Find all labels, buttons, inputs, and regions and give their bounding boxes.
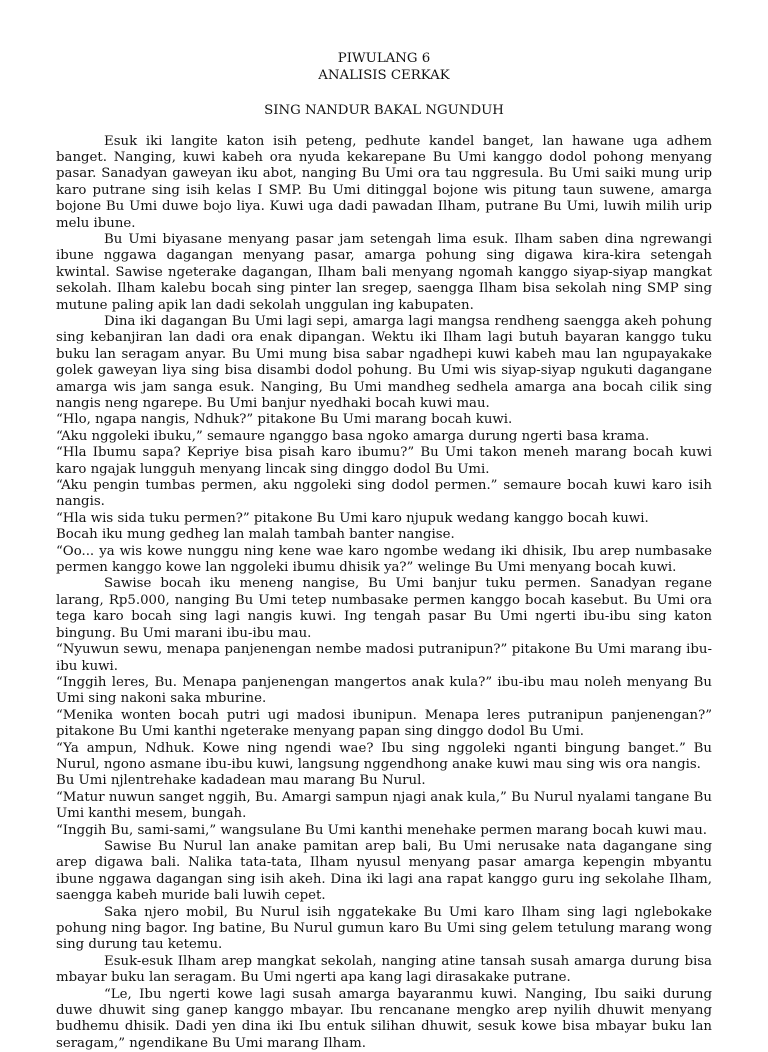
story-paragraph: “Aku nggoleki ibuku,” semaure nganggo basa ngoko amarga durung ngerti basa krama. — [56, 429, 712, 445]
story-paragraph: “Le, Ibu ngerti kowe lagi susah amarga bayaranmu kuwi. Nanging, Ibu saiki durung duwe dhuwit sing ganep kanggo mbayar. Ibu rencanane mengko arep nyilih dhuwit menyang budhemu dhisik. Dadi yen dina iki Ibu entuk silihan dhuwit, sesuk kowe bisa mbayar buku lan seragam,” ngendikane Bu Umi marang Ilham. — [56, 987, 712, 1052]
story-paragraph: “Hla Ibumu sapa? Kepriye bisa pisah karo ibumu?” Bu Umi takon meneh marang bocah kuwi karo ngajak lungguh menyang lincak sing dinggo dodol Bu Umi. — [56, 445, 712, 478]
story-paragraph: “Aku pengin tumbas permen, aku nggoleki sing dodol permen.” semaure bocah kuwi karo isih nangis. — [56, 478, 712, 511]
story-paragraph: Esuk iki langite katon isih peteng, pedhute kandel banget, lan hawane uga adhem banget. Nanging, kuwi kabeh ora nyuda kekarepane Bu Umi kanggo dodol pohong menyang pasar. Sanadyan gaweyan iku abot, nanging Bu Umi ora tau nggresula. Bu Umi saiki mung urip karo putrane sing isih kelas I SMP. Bu Umi ditinggal bojone wis pitung taun suwene, amarga bojone Bu Umi duwe bojo liya. Kuwi uga dadi pawadan Ilham, putrane Bu Umi, luwih milih urip melu ibune. — [56, 134, 712, 232]
story-paragraph: “Ya ampun, Ndhuk. Kowe ning ngendi wae? Ibu sing nggoleki nganti bingung banget.” Bu Nurul, ngono asmane ibu-ibu kuwi, langsung nggendhong anake kuwi mau sing wis ora nangis. — [56, 741, 712, 774]
story-paragraph: Esuk-esuk Ilham arep mangkat sekolah, nanging atine tansah susah amarga durung bisa mbayar buku lan seragam. Bu Umi ngerti apa kang lagi dirasakake putrane. — [56, 954, 712, 987]
story-paragraph: Saka njero mobil, Bu Nurul isih nggatekake Bu Umi karo Ilham sing lagi nglebokake pohung ning bagor. Ing batine, Bu Nurul gumun karo Bu Umi sing gelem tetulung marang wong sing durung tau ketemu. — [56, 905, 712, 954]
story-title: SING NANDUR BAKAL NGUNDUH — [56, 103, 712, 120]
story-paragraph: “Inggih leres, Bu. Menapa panjenengan mangertos anak kula?” ibu-ibu mau noleh menyang Bu Umi sing nakoni saka mburine. — [56, 675, 712, 708]
story-paragraph: “Menika wonten bocah putri ugi madosi ibunipun. Menapa leres putranipun panjenengan?” pitakone Bu Umi kanthi ngeterake menyang papan sing dinggo dodol Bu Umi. — [56, 708, 712, 741]
story-paragraph: “Matur nuwun sanget nggih, Bu. Amargi sampun njagi anak kula,” Bu Nurul nyalami tangane Bu Umi kanthi mesem, bungah. — [56, 790, 712, 823]
story-paragraph: Sawise bocah iku meneng nangise, Bu Umi banjur tuku permen. Sanadyan regane larang, Rp5.000, nanging Bu Umi tetep numbasake permen kanggo bocah kasebut. Bu Umi ora tega karo bocah sing lagi nangis kuwi. Ing tengah pasar Bu Umi ngerti ibu-ibu sing katon bingung. Bu Umi marani ibu-ibu mau. — [56, 576, 712, 642]
story-body — [56, 134, 712, 1052]
story-paragraph: “Nyuwun sewu, menapa panjenengan nembe madosi putranipun?” pitakone Bu Umi marang ibu-ibu kuwi. — [56, 642, 712, 675]
story-paragraph: “Oo... ya wis kowe nunggu ning kene wae karo ngombe wedang iki dhisik, Ibu arep numbasake permen kanggo kowe lan nggoleki ibumu dhisik ya?” welinge Bu Umi menyang bocah kuwi. — [56, 544, 712, 577]
story-paragraph: Dina iki dagangan Bu Umi lagi sepi, amarga lagi mangsa rendheng saengga akeh pohung sing kebanjiran lan dadi ora enak dipangan. Wektu iki Ilham lagi butuh bayaran kanggo tuku buku lan seragam anyar. Bu Umi mung bisa sabar ngadhepi kuwi kabeh mau lan ngupayakake golek gaweyan liya sing bisa disambi dodol pohung. Bu Umi wis siyap-siyap ngukuti dagangane amarga wis jam sanga esuk. Nanging, Bu Umi mandheg sedhela amarga ana bocah cilik sing nangis neng ngarepe. Bu Umi banjur nyedhaki bocah kuwi mau. — [56, 314, 712, 412]
story-paragraph: “Hla wis sida tuku permen?” pitakone Bu Umi karo njupuk wedang kanggo bocah kuwi. — [56, 511, 712, 527]
story-paragraph: “Hlo, ngapa nangis, Ndhuk?” pitakone Bu Umi marang bocah kuwi. — [56, 412, 712, 428]
story-paragraph: Bu Umi njlentrehake kadadean mau marang Bu Nurul. — [56, 773, 712, 789]
topic-heading: ANALISIS CERKAK — [56, 68, 712, 85]
story-paragraph: Bu Umi biyasane menyang pasar jam setengah lima esuk. Ilham saben dina ngrewangi ibune nggawa dagangan menyang pasar, amarga pohung sing digawa kira-kira setengah kwintal. Sawise ngeterake dagangan, Ilham bali menyang ngomah kanggo siyap-siyap mangkat sekolah. Ilham kalebu bocah sing pinter lan sregep, saengga Ilham bisa sekolah ning SMP sing mutune paling apik lan dadi sekolah unggulan ing kabupaten. — [56, 232, 712, 314]
story-paragraph: Sawise Bu Nurul lan anake pamitan arep bali, Bu Umi nerusake nata dagangane sing arep digawa bali. Nalika tata-tata, Ilham nyusul menyang pasar amarga kepengin mbyantu ibune nggawa dagangan sing isih akeh. Dina iki lagi ana rapat kanggo guru ing sekolahe Ilham, saengga kabeh muride bali luwih cepet. — [56, 839, 712, 905]
story-paragraph: Bocah iku mung gedheg lan malah tambah banter nangise. — [56, 527, 712, 543]
lesson-heading: PIWULANG 6 — [56, 51, 712, 68]
story-paragraph: “Inggih Bu, sami-sami,” wangsulane Bu Umi kanthi menehake permen marang bocah kuwi mau. — [56, 823, 712, 839]
